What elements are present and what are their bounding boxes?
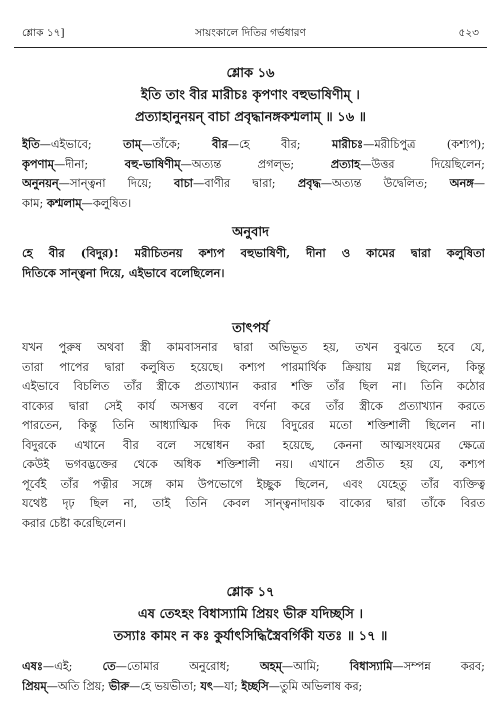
term-meaning: —যা; (212, 679, 242, 693)
term-meaning: —আমি; (281, 660, 350, 673)
purport-line: যখন পুরুষ অথবা স্ত্রী কামবাসনার দ্বারা অভিভূত হয়, তখন বুঝতে হবে যে, (22, 341, 485, 354)
term-meaning: কাম; (22, 196, 47, 210)
term-meaning: —দীনা; (53, 157, 125, 171)
page-number: ৫২৩ (458, 27, 479, 39)
sloka-16-line-1: ইতি তাং বীর মারীচঃ কৃপণাং বহুভাষিণীম্ । (141, 88, 360, 103)
sanskrit-term: বীর (211, 137, 228, 151)
term-meaning: — (473, 177, 485, 190)
term-meaning: —সান্ত্বনা দিয়ে; (58, 177, 175, 190)
sloka-17-line-2: তস্যাঃ কামং ন কঃ কুর্যাৎসিদ্ধিস্ত্রৈবর্গিকী যতঃ ॥ ১৭ ॥ (113, 629, 388, 644)
purport-line: বিদুরকে এখানে বীর বলে সম্বোধন করা হয়েছে, কেননা আত্মসংযমের ক্ষেত্রে (22, 438, 485, 452)
sloka-17-line-1: এষ তেঽহং বিধাস্যামি প্রিয়ং ভীরু যদিচ্ছসি । (137, 607, 364, 622)
term-meaning: —অত্যন্ত উদ্বেলিত; (320, 177, 450, 190)
synonym-line (22, 155, 485, 175)
synonym-line (22, 174, 485, 194)
header-rule (14, 47, 487, 48)
sanskrit-term: বিধাস্যামি (349, 659, 393, 673)
purport-line: কেউই ভগবদ্ভক্তের থেকে অধিক শক্তিশালী নয়। এখানে প্রতীত হয় যে, কশ্যপ (22, 458, 485, 471)
translation-line: হে বীর (বিদুর)! মরীচিতনয় কশ্যপ বহুভাষিণী, দীনা ও কামের দ্বারা কলুষিতা (22, 246, 485, 260)
sanskrit-term: অহম্ (259, 659, 282, 673)
sanskrit-term: ইতি (22, 137, 40, 151)
translation-line: দিতিকে সান্ত্বনা দিয়ে, এইভাবে বলেছিলেন। (22, 265, 225, 280)
term-meaning: —বাণীর দ্বারা; (192, 177, 298, 190)
running-header (0, 26, 501, 42)
sanskrit-term: প্রত্যাহ (330, 156, 361, 171)
header-chapter-title: সায়ংকালে দিতির গর্ভধারণ (195, 27, 306, 39)
term-meaning: —হে ভয়ভীতা; (129, 679, 201, 693)
purport-line: যথেষ্ট দৃঢ় ছিল না, তাই তিনি কেবল সান্ত্বনাদায়ক বাক্যের দ্বারা তাঁকে বিরত (22, 497, 485, 510)
purport-line: বাক্যের দ্বারা সেই কার্য অসম্ভব বলে বর্ণনা করে তাঁর স্ত্রীকে প্রত্যাখ্যান করতে (22, 399, 485, 413)
purport-line: পারতেন, কিন্তু তিনি আধ্যাত্মিক দিক দিয়ে বিদুরের মতো শক্তিশালী ছিলেন না। (22, 419, 485, 432)
purport-line: তারা পাপের দ্বারা কলুষিত হয়েছে। কশ্যপ পারমার্থিক ক্রিয়ায় মগ্ন ছিলেন, কিন্তু (22, 360, 485, 374)
sanskrit-term: প্রিয়ম্ (22, 678, 47, 693)
term-meaning: —এইভাবে; (39, 138, 124, 151)
purport-text (22, 338, 485, 533)
synonym-line (22, 677, 485, 697)
sanskrit-term: কশ্মলাম্ (46, 195, 82, 210)
term-meaning: —তাঁকে; (141, 138, 212, 151)
purport-line: পূর্বেই তাঁর পত্নীর সঙ্গে কাম উপভোগে ইচ্ছুক ছিলেন, এবং যেহেতু তাঁর ব্যক্তিত্ব (22, 477, 485, 491)
sloka-17-heading: শ্লোক ১৭ (226, 585, 275, 600)
term-meaning: —তুমি অভিলাষ কর; (268, 679, 363, 693)
sloka-16-line-2: প্রত্যাহানুনয়ন্ বাচা প্রবৃদ্ধানঙ্গকশ্মলাম্ ॥ ১৬ ॥ (134, 110, 367, 125)
term-meaning: —অত্যন্ত প্রগল্ভ; (180, 157, 331, 171)
translation-text (22, 244, 485, 283)
purport-line: এইভাবে বিচলিত তাঁর স্ত্রীকে প্রত্যাখ্যান করার শক্তি তাঁর ছিল না। তিনি কঠোর (22, 380, 485, 393)
term-meaning: —সম্পন্ন করব; (392, 660, 485, 673)
sanskrit-term: বহু-ভাষিণীম্ (124, 156, 181, 171)
term-meaning: —হে বীর; (227, 138, 332, 151)
synonym-line (22, 657, 485, 677)
term-meaning: —অতি প্রিয়; (46, 679, 109, 693)
sanskrit-term: এষঃ (22, 659, 43, 673)
sanskrit-term: যৎ (200, 678, 213, 693)
term-meaning: —উত্তর দিয়েছিলেন; (360, 157, 485, 171)
term-meaning: —কলুষিত। (81, 196, 132, 210)
sanskrit-term: অনঙ্গ (449, 176, 474, 190)
translation-heading: অনুবাদ (232, 225, 269, 240)
sloka-17-synonyms (22, 657, 485, 696)
sanskrit-term: তে (102, 659, 116, 673)
term-meaning: —এই; (42, 660, 103, 673)
sanskrit-term: ইচ্ছসি (241, 678, 269, 693)
sanskrit-term: মারীচঃ (331, 137, 364, 151)
sanskrit-term: বাচা (174, 176, 193, 190)
purport-heading: তাৎপর্য (232, 321, 269, 336)
sanskrit-term: ভীরু (108, 678, 130, 693)
sloka-16-synonyms (22, 135, 485, 213)
sanskrit-term: তাম্ (123, 137, 142, 151)
term-meaning: —তোমার অনুরোধ; (115, 660, 260, 673)
sanskrit-term: অনুনয়ন্ (22, 176, 59, 190)
term-meaning: —মরীচিপুত্র (কশ্যপ); (363, 138, 485, 151)
header-verse-ref: শ্লোক ১৭] (22, 27, 65, 39)
sanskrit-term: প্রবৃদ্ধ (297, 176, 321, 190)
synonym-line (22, 135, 485, 155)
purport-line: করার চেষ্টা করেছিলেন। (22, 516, 126, 530)
sanskrit-term: কৃপণাম্ (22, 156, 54, 171)
sloka-16-heading: শ্লোক ১৬ (226, 66, 275, 81)
synonym-line (22, 194, 485, 214)
